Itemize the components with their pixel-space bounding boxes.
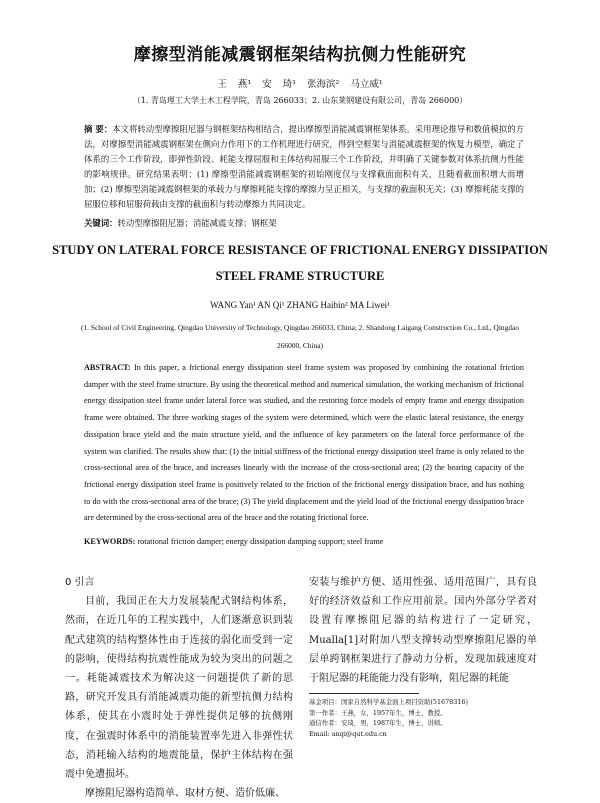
authors-chinese: 王 燕¹ 安 琦¹ 张海滨² 马立威¹ bbox=[217, 79, 383, 90]
keywords-text-chinese: 转动型摩擦阻尼器；消能减震支撑；钢框架 bbox=[117, 218, 277, 228]
abstract-text-chinese: 本文将转动型摩擦阻尼器与钢框架结构相结合，提出摩擦型消能减震钢框架体系。采用理论推导和数值模拟的方法，对摩擦型消能减震钢框架在侧向力作用下的工作机理进行研究，得到空框架与消能减震框架的恢复力模型，确定了体系的三个工作阶段，即弹性阶段、耗能支撑屈服和主体结构屈服三个工作阶段，并明确了关键参数对体系抗侧力性能的影响规律。研究结果表明：(1) 摩擦型消能减震钢框架的初始刚度仅与支撑截面面积有关，且随着截面积增大而增加；(2) 摩擦型消能减震钢框架的承载力与摩擦耗能支撑的摩擦力呈正相关，与支撑的截面积无关；(3) 摩擦耗能支撑的屈服位移和屈服荷载由支撑的截面积与转动摩擦力共同决定。 bbox=[84, 124, 524, 209]
affiliation-english: (1. School of Civil Engineering, Qingdao University of Technology, Qingdao 266033, China; 2. Shandong Laigang Construction Co., Ltd., Qingdao 266000, China) bbox=[81, 323, 519, 350]
footnote-first-author: 第一作者：王燕，女，1957年生，博士，教授。 bbox=[309, 708, 447, 717]
keywords-english bbox=[84, 537, 524, 546]
abstract-label-english: ABSTRACT: bbox=[84, 363, 131, 372]
footnote-corresponding-author: 通信作者：安琦，男，1987年生，博士，讲师。 bbox=[309, 719, 447, 727]
footnotes bbox=[309, 697, 549, 739]
abstract-label-chinese: 摘 要： bbox=[84, 124, 113, 134]
paragraph-intro: 目前，我国正在大力发展装配式钢结构体系，然而，在近几年的工程实践中，人们逐渐意识到装配式建筑的结构整体性由于连接的弱化而受到一定的影响，使得结构抗震性能成为较为突出的问题之一。耗能减震技术为解决这一问题提供了新的思路，研究开发具有消能减震功能的新型抗侧力结构体系，使其在小震时处于弹性提供足够的抗侧刚度，在强震时体系中的消能装置率先进入非弹性状态，消耗输入结构的地震能量，保护主体结构在强震中免遭损坏。 bbox=[65, 596, 293, 781]
keywords-label-english: KEYWORDS: bbox=[84, 537, 136, 546]
abstract-english bbox=[84, 360, 524, 527]
title-chinese: 摩擦型消能减震钢框架结构抗侧力性能研究 bbox=[133, 45, 467, 65]
paragraph-continued: 安装与维护方便、适用性强、适用范围广，具有良好的经济效益和工作应用前景。国内外部分学者对设置有摩擦阻尼器的结构进行了一定研究，Mualla[1]对附加八型支撑转动型摩擦阻尼器的单层单跨钢框架进行了静动力分析，发现加载速度对于阻尼器的耗能能力没有影响，阻尼器的耗能 bbox=[309, 577, 537, 685]
authors-english: WANG Yan¹ AN Qi¹ ZHANG Haibin² MA Liwei¹ bbox=[210, 300, 390, 310]
body-column-left bbox=[65, 573, 293, 803]
body-column-right bbox=[309, 573, 537, 688]
keywords-label-chinese: 关键词： bbox=[84, 218, 118, 228]
keywords-text-english: rotational friction damper; energy dissipation damping support; steel frame bbox=[137, 537, 384, 546]
footnote-funding: 基金项目：国家自然科学基金面上项目资助(51678316) bbox=[309, 698, 468, 706]
paragraph-damper: 摩擦阻尼器构造简单、取材方便、造价低廉、 bbox=[85, 788, 285, 800]
abstract-chinese bbox=[84, 122, 524, 212]
title-english bbox=[0, 237, 600, 289]
title-english-line-1: STUDY ON LATERAL FORCE RESISTANCE OF FRICTIONAL ENERGY DISSIPATION bbox=[52, 243, 548, 257]
title-english-line-2: STEEL FRAME STRUCTURE bbox=[215, 269, 385, 283]
section-heading: 0 引言 bbox=[65, 577, 95, 588]
keywords-chinese bbox=[84, 216, 524, 231]
footnote-divider bbox=[309, 693, 419, 694]
footnote-email: Email: anqi@qut.edu.cn bbox=[309, 729, 387, 738]
affiliation-chinese: （1. 青岛理工大学土木工程学院，青岛 266033；2. 山东莱钢建设有限公司，青岛 266000） bbox=[132, 96, 468, 105]
abstract-text-english: In this paper, a frictional energy dissipation steel frame system was proposed by combining the rotational friction damper with the steel frame structure. By using the theoretical method and numerical simulation, the working mechanism of frictional energy dissipation steel frame under lateral force was studied, and the restoring force models of empty frame and energy dissipation frame were obtained. The three working stages of the system were determined, which were the elastic lateral resistance, the energy dissipation brace yield and the main structure yield, and the influence of key parameters on the lateral force performance of the system was clarified. The results show that: (1) the initial stiffness of the frictional energy dissipation steel frame is only related to the cross-sectional area of the brace, and increases linearly with the increase of the cross-sectional area; (2) the bearing capacity of the frictional energy dissipation steel frame is positively related to the friction of the frictional energy dissipation brace, and has nothing to do with the cross-sectional area of the brace; (3) The yield displacement and the yield load of the frictional energy dissipation brace are determined by the cross-sectional area of the brace and the rotating frictional force. bbox=[84, 363, 524, 523]
